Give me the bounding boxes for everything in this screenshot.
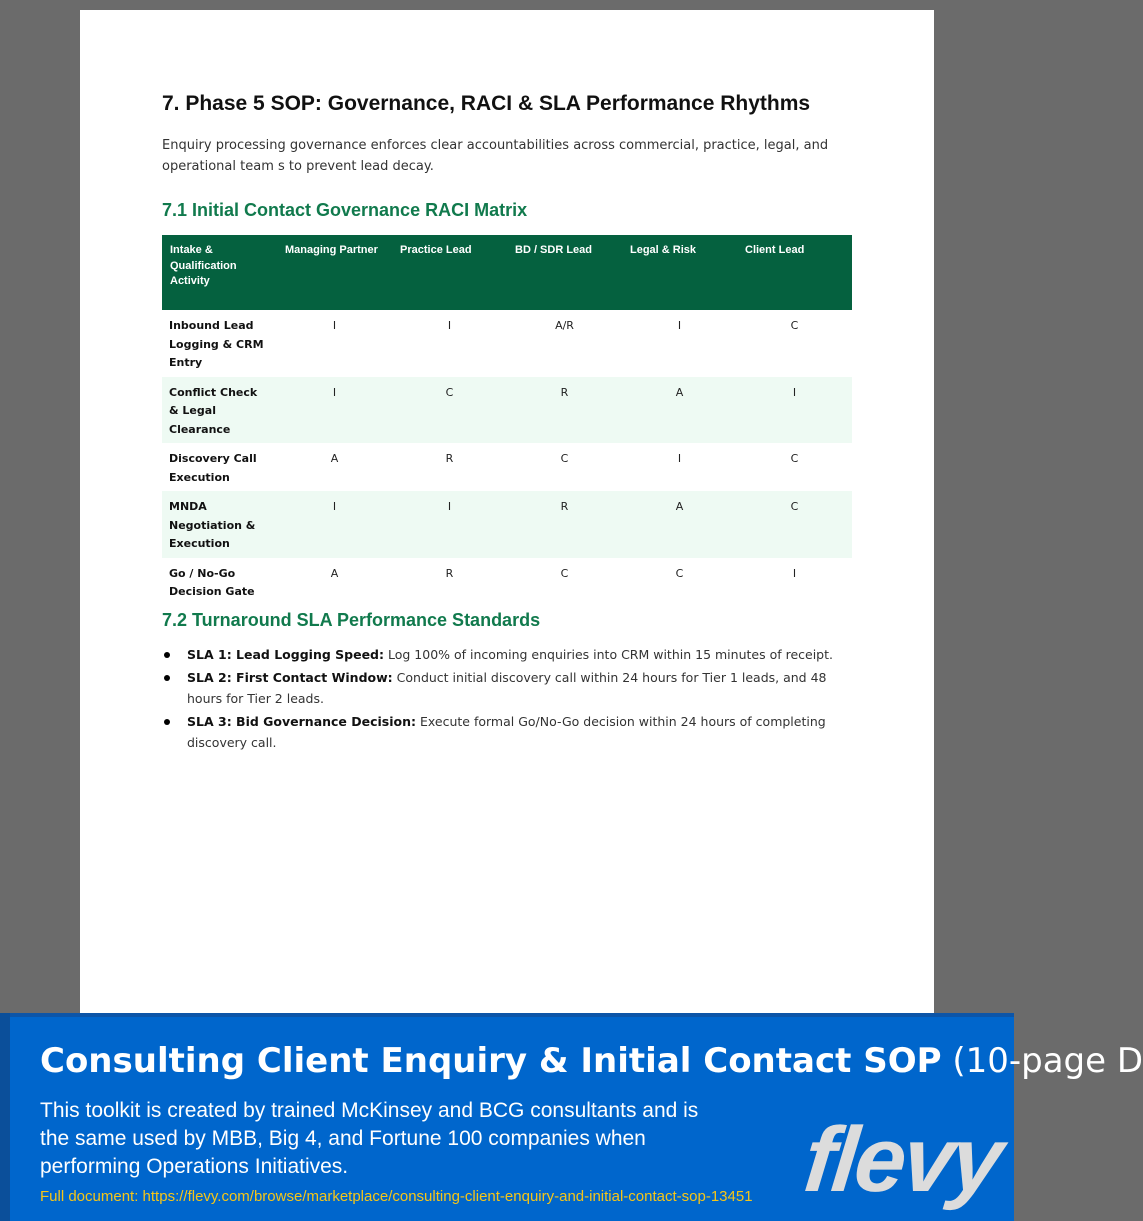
raci-cell: I [332,319,337,332]
raci-cell: I [277,377,392,444]
raci-cell: C [737,491,852,558]
banner-left-strip [0,1013,10,1221]
table-row [162,558,852,606]
raci-cell: A [330,452,339,465]
raci-col-managing-partner: Managing Partner [277,235,392,310]
row-activity: Inbound Lead Logging & CRM Entry [169,319,264,369]
document-link[interactable]: Full document: https://flevy.com/browse/marketplace/consulting-client-enquiry-and-initial-contact-sop-13451 [40,1188,753,1205]
raci-cell: I [277,491,392,558]
sla-text: Execute formal Go/No-Go decision within 24 hours of completing discovery call. [187,713,826,750]
table-row [162,443,852,491]
intro-paragraph: Enquiry processing governance enforces clear accountabilities across commercial, practice, legal, and operational team s to prevent lead decay. [162,138,829,174]
bullet-icon [164,652,170,658]
row-activity: Go / No-Go Decision Gate [169,566,255,598]
bullet-icon [164,719,170,725]
row-activity: MNDA Negotiation & Execution [162,491,277,558]
raci-cell: A [330,566,339,580]
list-item [162,644,842,666]
sla-label: SLA 2: First Contact Window: [187,669,393,685]
sla-text: Log 100% of incoming enquiries into CRM within 15 minutes of receipt. [384,647,833,662]
banner-title [40,1041,1143,1081]
section-heading: 7. Phase 5 SOP: Governance, RACI & SLA Performance Rhythms [162,92,811,115]
sla-list [162,644,842,755]
raci-cell: R [445,452,454,465]
raci-col-client-lead: Client Lead [737,235,852,310]
raci-cell: C [790,319,799,332]
raci-cell: C [675,566,684,580]
list-item [162,711,842,754]
sla-label: SLA 1: Lead Logging Speed: [187,647,385,662]
table-row [162,310,852,377]
raci-col-practice-lead: Practice Lead [392,235,507,310]
banner-description: This toolkit is created by trained McKinsey and BCG consultants and is the same used by MBB, Big 4, and Fortune 100 companies when performing Operations Initiatives. [40,1099,699,1178]
row-activity: Discovery Call Execution [169,452,257,484]
raci-cell: C [392,377,507,444]
raci-cell: I [447,319,452,332]
sla-text: Conduct initial discovery call within 24 hours for Tier 1 leads, and 48 hours for Tier 2 leads. [187,669,827,706]
document-page [80,10,934,1013]
raci-cell: R [445,566,454,580]
table-row [162,491,852,558]
raci-cell: I [677,319,682,332]
flevy-logo[interactable]: flevy [799,1109,1006,1211]
raci-cell: R [507,377,622,444]
sla-heading: 7.2 Turnaround SLA Performance Standards [162,610,541,630]
banner-title-rest: (10-page D [941,1041,1143,1081]
table-row [162,377,852,444]
banner-title-bold: Consulting Client Enquiry & Initial Contact SOP [40,1041,942,1081]
raci-cell: A/R [555,319,574,332]
raci-heading: 7.1 Initial Contact Governance RACI Matrix [162,200,528,220]
raci-cell: I [677,452,682,465]
promo-banner [0,1013,1143,1221]
raci-col-bd-sdr-lead: BD / SDR Lead [507,235,622,310]
banner-top-line [0,1013,1014,1017]
raci-cell: I [737,377,852,444]
raci-cell: A [622,377,737,444]
raci-cell: C [560,566,569,580]
raci-header-row [162,235,852,310]
raci-col-legal-risk: Legal & Risk [622,235,737,310]
sla-label: SLA 3: Bid Governance Decision: [187,713,417,729]
raci-cell: I [392,491,507,558]
raci-cell: R [507,491,622,558]
raci-cell: I [792,566,797,580]
raci-cell: C [560,452,569,465]
raci-table [162,235,852,606]
row-activity: Conflict Check & Legal Clearance [162,377,277,444]
raci-cell: C [790,452,799,465]
raci-cell: A [622,491,737,558]
list-item [162,667,842,710]
bullet-icon [164,675,170,681]
raci-col-activity: Intake & Qualification Activity [162,235,277,310]
